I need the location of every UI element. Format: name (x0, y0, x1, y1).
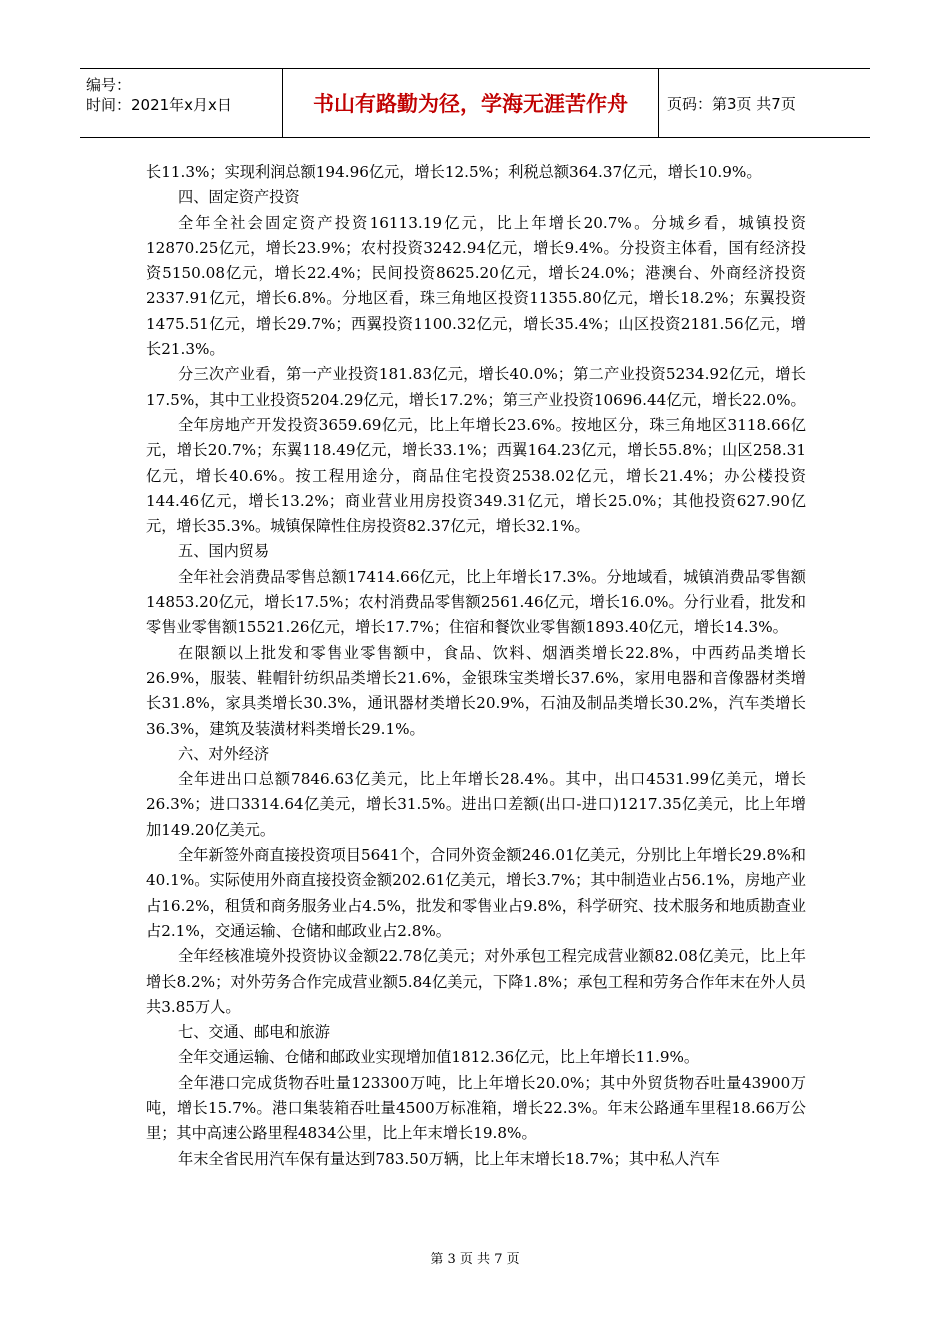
section-heading: 七、交通、邮电和旅游 (178, 1023, 330, 1042)
paragraph: 全年交通运输、仓储和邮政业实现增加值1812.36亿元，比上年增长11.9%。 (178, 1048, 700, 1067)
paragraph: 全年全社会固定资产投资16113.19亿元，比上年增长20.7%。分城乡看，城镇投资12870.25亿元，增长23.9%；农村投资3242.94亿元，增长9.4%。分投资主体看，国有经济投资5150.08亿元，增长22.4%；民间投资8625.20亿元，增长24.0%；港澳台、外商经济投资2337.91亿元，增长6.8%。分地区看，珠三角地区投资11355.80亿元，增长18.2%；东翼投资1475.51亿元，增长29.7%；西翼投资1100.32亿元，增长35.4%；山区投资2181.56亿元，增长21.3%。 (146, 213, 806, 359)
paragraph: 全年社会消费品零售总额17414.66亿元，比上年增长17.3%。分地域看，城镇消费品零售额14853.20亿元，增长17.5%；农村消费品零售额2561.46亿元，增长16.0%。分行业看，批发和零售业零售额15521.26亿元，增长17.7%；住宿和餐饮业零售额1893.40亿元，增长14.3%。 (146, 567, 806, 637)
header-info (80, 69, 283, 137)
section-heading: 六、对外经济 (178, 744, 270, 763)
paragraph: 全年房地产开发投资3659.69亿元，比上年增长23.6%。按地区分，珠三角地区3118.66亿元，增长20.7%；东翼118.49亿元，增长33.1%；西翼164.23亿元，增长55.8%；山区258.31亿元，增长40.6%。按工程用途分，商品住宅投资2538.02亿元，增长21.4%；办公楼投资144.46亿元，增长13.2%；商业营业用房投资349.31亿元，增长25.0%；其他投资627.90亿元，增长35.3%。城镇保障性住房投资82.37亿元，增长32.1%。 (146, 415, 806, 536)
document-number: 编号： (86, 76, 132, 94)
page-header (80, 68, 870, 138)
section-heading: 四、固定资产投资 (178, 188, 300, 207)
paragraph: 全年经核准境外投资协议金额22.78亿美元；对外承包工程完成营业额82.08亿美元，比上年增长8.2%；对外劳务合作完成营业额5.84亿美元，下降1.8%；承包工程和劳务合作年末在外人员共3.85万人。 (146, 947, 806, 1016)
paragraph: 长11.3%；实现利润总额194.96亿元，增长12.5%；利税总额364.37亿元，增长10.9%。 (146, 163, 762, 181)
page-footer (0, 1248, 950, 1267)
document-body (146, 160, 806, 1172)
footer-page-number: 第 3 页 共 7 页 (430, 1252, 520, 1267)
paragraph: 分三次产业看，第一产业投资181.83亿元，增长40.0%；第二产业投资5234.92亿元，增长17.5%，其中工业投资5204.29亿元，增长17.2%；第三产业投资10696.44亿元，增长22.0%。 (146, 365, 806, 409)
paragraph: 全年新签外商直接投资项目5641个，合同外资金额246.01亿美元，分别比上年增长29.8%和40.1%。实际使用外商直接投资金额202.61亿美元，增长3.7%；其中制造业占56.1%，房地产业占16.2%，租赁和商务服务业占4.5%，批发和零售业占9.8%，科学研究、技术服务和地质勘查业占2.1%，交通运输、仓储和邮政业占2.8%。 (146, 846, 806, 940)
paragraph: 年末全省民用汽车保有量达到783.50万辆，比上年末增长18.7%；其中私人汽车 (178, 1149, 720, 1168)
motto-text: 书山有路勤为径，学海无涯苦作舟 (313, 92, 628, 116)
header-motto (283, 69, 659, 137)
paragraph: 全年港口完成货物吞吐量123300万吨，比上年增长20.0%；其中外贸货物吞吐量43900万吨，增长15.7%。港口集装箱吞吐量4500万标准箱，增长22.3%。年末公路通车里程18.66万公里；其中高速公路里程4834公里，比上年末增长19.8%。 (146, 1073, 806, 1143)
document-date: 时间：2021年x月x日 (86, 96, 232, 114)
section-heading: 五、国内贸易 (178, 542, 270, 561)
header-page-number (659, 69, 870, 137)
paragraph: 在限额以上批发和零售业零售额中，食品、饮料、烟酒类增长22.8%，中西药品类增长26.9%，服装、鞋帽针纺织品类增长21.6%，金银珠宝类增长37.6%，家用电器和音像器材类增长31.8%，家具类增长30.3%，通讯器材类增长20.9%，石油及制品类增长30.2%，汽车类增长36.3%，建筑及装潢材料类增长29.1%。 (146, 643, 806, 738)
paragraph: 全年进出口总额7846.63亿美元，比上年增长28.4%。其中，出口4531.99亿美元，增长26.3%；进口3314.64亿美元，增长31.5%。进出口差额(出口-进口)1217.35亿美元，比上年增加149.20亿美元。 (146, 770, 806, 839)
page-label: 页码：第3页 共7页 (667, 94, 796, 113)
